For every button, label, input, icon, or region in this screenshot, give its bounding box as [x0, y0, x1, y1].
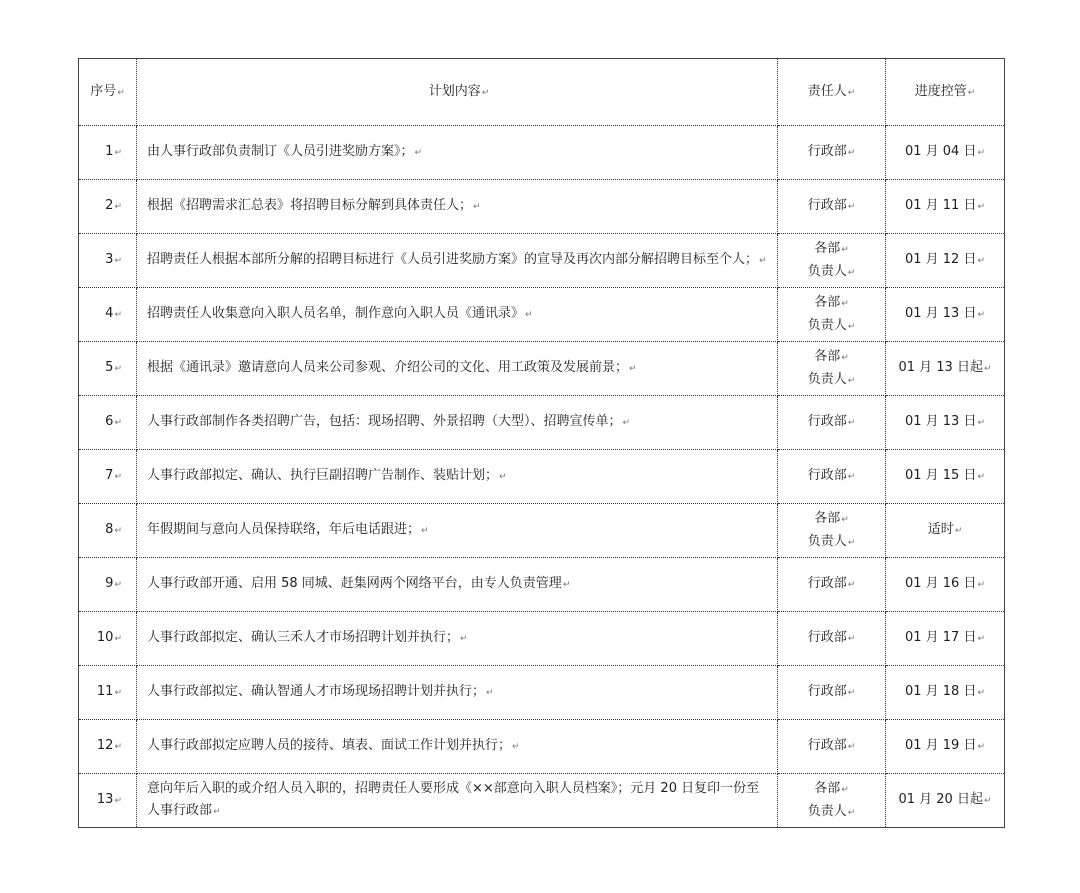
- row-progress-control-text: 01 月 20 日起: [898, 792, 983, 807]
- paragraph-mark: ↵: [114, 310, 122, 320]
- row-responsible-person: [778, 558, 886, 612]
- paragraph-mark: ↵: [622, 418, 631, 428]
- row-progress-control-text: 01 月 04 日: [904, 144, 977, 159]
- table-row: [79, 126, 1005, 180]
- row-serial-number-text: 12: [96, 738, 114, 753]
- paragraph-mark: ↵: [512, 742, 520, 752]
- paragraph-mark: ↵: [525, 310, 533, 320]
- table-row: [79, 666, 1005, 720]
- paragraph-mark: ↵: [977, 742, 986, 752]
- row-responsible-person: [778, 612, 886, 666]
- row-responsible-person: [778, 234, 886, 288]
- row-responsible-person-text: 各部: [814, 294, 841, 310]
- paragraph-mark: ↵: [114, 148, 122, 158]
- table-row: [79, 342, 1005, 396]
- row-plan-content: [137, 180, 778, 234]
- paragraph-mark: ↵: [114, 634, 122, 644]
- table-body: [79, 126, 1005, 828]
- row-progress-control: [886, 666, 1005, 720]
- paragraph-mark: ↵: [847, 202, 856, 212]
- paragraph-mark: ↵: [847, 321, 856, 332]
- row-responsible-person-text: 行政部: [807, 738, 847, 753]
- row-serial-number: [79, 450, 137, 504]
- row-plan-content-text: 招聘责任人收集意向入职人员名单，制作意向入职人员《通讯录》: [147, 306, 525, 321]
- paragraph-mark: ↵: [977, 202, 986, 212]
- row-serial-number-text: 2: [105, 198, 114, 213]
- row-plan-content-text: 人事行政部拟定、确认智通人才市场现场招聘计划并执行；: [147, 684, 486, 699]
- paragraph-mark: ↵: [841, 352, 849, 363]
- paragraph-mark: ↵: [977, 256, 986, 266]
- row-progress-control: [886, 126, 1005, 180]
- paragraph-mark: ↵: [847, 807, 856, 818]
- table-header-row: [79, 59, 1005, 126]
- row-progress-control: [886, 774, 1005, 828]
- row-plan-content: [137, 450, 778, 504]
- header-progress-control: 进度控管↵: [886, 59, 1005, 126]
- row-progress-control-text: 01 月 15 日: [904, 468, 977, 483]
- paragraph-mark: ↵: [759, 256, 767, 266]
- row-plan-content-text: 年假期间与意向人员保持联络，年后电话跟进；: [147, 522, 421, 537]
- paragraph-mark: ↵: [847, 688, 856, 698]
- row-plan-content: [137, 774, 778, 828]
- paragraph-mark: ↵: [114, 580, 122, 590]
- row-progress-control-text: 01 月 18 日: [904, 684, 977, 699]
- row-responsible-person-text: 负责人: [807, 263, 847, 279]
- table-row: [79, 558, 1005, 612]
- row-plan-content-text: 根据《通讯录》邀请意向人员来公司参观、介绍公司的文化、用工政策及发展前景；: [147, 360, 629, 375]
- row-responsible-person-text: 各部: [814, 780, 841, 796]
- row-serial-number-text: 3: [105, 252, 114, 267]
- row-progress-control: [886, 720, 1005, 774]
- paragraph-mark: ↵: [841, 244, 849, 255]
- row-responsible-person: [778, 126, 886, 180]
- row-serial-number-text: 11: [96, 684, 114, 699]
- paragraph-mark: ↵: [977, 580, 986, 590]
- row-responsible-person: [778, 720, 886, 774]
- paragraph-mark: ↵: [213, 807, 221, 817]
- row-serial-number: [79, 288, 137, 342]
- row-plan-content: [137, 342, 778, 396]
- paragraph-mark: ↵: [114, 364, 122, 374]
- row-responsible-person: [778, 342, 886, 396]
- paragraph-mark: ↵: [114, 202, 122, 212]
- table-row: [79, 180, 1005, 234]
- paragraph-mark: ↵: [977, 418, 986, 428]
- paragraph-mark: ↵: [473, 202, 481, 212]
- header-plan-content: 计划内容↵: [137, 59, 778, 126]
- row-plan-content-text: 人事行政部制作各类招聘广告，包括：现场招聘、外景招聘（大型）、招聘宣传单；: [147, 414, 622, 429]
- row-progress-control-text: 适时: [927, 522, 954, 537]
- paragraph-mark: ↵: [414, 148, 423, 158]
- paragraph-mark: ↵: [847, 472, 856, 482]
- header-responsible-person: 责任人↵: [778, 59, 886, 126]
- row-progress-control: [886, 180, 1005, 234]
- row-serial-number: [79, 342, 137, 396]
- row-serial-number: [79, 126, 137, 180]
- row-plan-content-text: 根据《招聘需求汇总表》将招聘目标分解到具体责任人；: [147, 198, 473, 213]
- paragraph-mark: ↵: [847, 267, 856, 278]
- paragraph-mark: ↵: [114, 256, 122, 266]
- row-plan-content: [137, 720, 778, 774]
- paragraph-mark: ↵: [977, 310, 986, 320]
- row-responsible-person-text: 行政部: [807, 684, 847, 699]
- row-progress-control-text: 01 月 17 日: [904, 630, 977, 645]
- row-progress-control: [886, 396, 1005, 450]
- row-responsible-person: [778, 450, 886, 504]
- row-serial-number-text: 10: [96, 630, 114, 645]
- row-progress-control: [886, 558, 1005, 612]
- row-plan-content-text: 人事行政部拟定应聘人员的接待、填表、面试工作计划并执行；: [147, 738, 512, 753]
- row-plan-content: [137, 126, 778, 180]
- row-progress-control: [886, 612, 1005, 666]
- row-responsible-person: [778, 288, 886, 342]
- row-plan-content-text: 人事行政部拟定、确认、执行巨副招聘广告制作、装贴计划；: [147, 468, 499, 483]
- paragraph-mark: ↵: [954, 526, 963, 536]
- row-responsible-person-text: 行政部: [807, 414, 847, 429]
- paragraph-mark: ↵: [114, 472, 122, 482]
- paragraph-mark: ↵: [114, 796, 122, 806]
- paragraph-mark: ↵: [114, 418, 122, 428]
- row-responsible-person-text: 负责人: [807, 317, 847, 333]
- row-progress-control: [886, 504, 1005, 558]
- row-serial-number-text: 6: [105, 414, 114, 429]
- row-serial-number: [79, 504, 137, 558]
- row-serial-number: [79, 612, 137, 666]
- row-plan-content: [137, 396, 778, 450]
- row-serial-number: [79, 720, 137, 774]
- paragraph-mark: ↵: [977, 634, 986, 644]
- row-plan-content-text: 招聘责任人根据本部所分解的招聘目标进行《人员引进奖励方案》的宣导及再次内部分解招聘目标至个人；: [147, 252, 759, 267]
- row-plan-content: [137, 612, 778, 666]
- paragraph-mark: ↵: [114, 688, 122, 698]
- paragraph-mark: ↵: [114, 742, 122, 752]
- row-serial-number: [79, 558, 137, 612]
- table-row: [79, 774, 1005, 828]
- row-serial-number-text: 13: [96, 792, 114, 807]
- row-responsible-person-text: 行政部: [807, 576, 847, 591]
- row-serial-number: [79, 234, 137, 288]
- row-serial-number: [79, 774, 137, 828]
- paragraph-mark: ↵: [983, 796, 992, 806]
- paragraph-mark: ↵: [847, 148, 856, 158]
- row-plan-content-text: 人事行政部开通、启用 58 同城、赶集网两个网络平台，由专人负责管理: [147, 576, 562, 591]
- row-responsible-person-text: 行政部: [807, 198, 847, 213]
- table-row: [79, 288, 1005, 342]
- paragraph-mark: ↵: [847, 418, 856, 428]
- row-plan-content: [137, 666, 778, 720]
- row-progress-control-text: 01 月 13 日: [904, 306, 977, 321]
- row-progress-control-text: 01 月 13 日起: [898, 360, 983, 375]
- paragraph-mark: ↵: [841, 784, 849, 795]
- table-row: [79, 450, 1005, 504]
- row-serial-number-text: 5: [105, 360, 114, 375]
- paragraph-mark: ↵: [629, 364, 637, 374]
- row-serial-number: [79, 396, 137, 450]
- row-serial-number: [79, 180, 137, 234]
- row-plan-content: [137, 504, 778, 558]
- paragraph-mark: ↵: [977, 688, 986, 698]
- row-responsible-person-text: 各部: [814, 240, 841, 256]
- row-progress-control: [886, 342, 1005, 396]
- paragraph-mark: ↵: [460, 634, 468, 644]
- paragraph-mark: ↵: [841, 514, 849, 525]
- row-responsible-person-text: 行政部: [807, 144, 847, 159]
- row-serial-number: [79, 666, 137, 720]
- row-responsible-person: [778, 396, 886, 450]
- row-progress-control: [886, 288, 1005, 342]
- row-responsible-person: [778, 666, 886, 720]
- table-row: [79, 612, 1005, 666]
- row-responsible-person-text: 负责人: [807, 371, 847, 387]
- table-row: [79, 720, 1005, 774]
- row-progress-control-text: 01 月 12 日: [904, 252, 977, 267]
- recruitment-plan-table: [78, 58, 1005, 828]
- row-plan-content: [137, 558, 778, 612]
- row-responsible-person-text: 负责人: [807, 533, 847, 549]
- row-serial-number-text: 9: [105, 576, 114, 591]
- row-plan-content-text: 由人事行政部负责制订《人员引进奖励方案》；: [147, 144, 414, 159]
- table-row: [79, 234, 1005, 288]
- row-progress-control-text: 01 月 13 日: [904, 414, 977, 429]
- paragraph-mark: ↵: [841, 298, 849, 309]
- row-plan-content-text: 意向年后入职的或介绍人员入职的，招聘责任人要形成《××部意向入职人员档案》；元月 20 日复印一份至人事行政部: [147, 781, 760, 818]
- row-progress-control-text: 01 月 16 日: [904, 576, 977, 591]
- row-responsible-person-text: 负责人: [807, 803, 847, 819]
- paragraph-mark: ↵: [847, 375, 856, 386]
- row-progress-control: [886, 234, 1005, 288]
- row-serial-number-text: 7: [105, 468, 114, 483]
- paragraph-mark: ↵: [486, 688, 494, 698]
- row-responsible-person-text: 各部: [814, 348, 841, 364]
- row-plan-content: [137, 234, 778, 288]
- table-row: [79, 396, 1005, 450]
- table-row: [79, 504, 1005, 558]
- header-serial-number: 序号↵: [79, 59, 137, 126]
- row-serial-number-text: 8: [105, 522, 114, 537]
- row-responsible-person-text: 行政部: [807, 630, 847, 645]
- paragraph-mark: ↵: [977, 148, 986, 158]
- row-responsible-person: [778, 504, 886, 558]
- paragraph-mark: ↵: [421, 526, 429, 536]
- row-responsible-person-text: 各部: [814, 510, 841, 526]
- paragraph-mark: ↵: [847, 580, 856, 590]
- row-progress-control-text: 01 月 11 日: [904, 198, 977, 213]
- row-plan-content: [137, 288, 778, 342]
- row-responsible-person: [778, 180, 886, 234]
- row-responsible-person: [778, 774, 886, 828]
- row-progress-control-text: 01 月 19 日: [904, 738, 977, 753]
- paragraph-mark: ↵: [114, 526, 122, 536]
- paragraph-mark: ↵: [499, 472, 507, 482]
- paragraph-mark: ↵: [847, 537, 856, 548]
- paragraph-mark: ↵: [977, 472, 986, 482]
- paragraph-mark: ↵: [847, 742, 856, 752]
- paragraph-mark: ↵: [562, 580, 571, 590]
- paragraph-mark: ↵: [983, 364, 992, 374]
- row-responsible-person-text: 行政部: [807, 468, 847, 483]
- row-serial-number-text: 1: [105, 144, 114, 159]
- row-progress-control: [886, 450, 1005, 504]
- row-plan-content-text: 人事行政部拟定、确认三禾人才市场招聘计划并执行；: [147, 630, 460, 645]
- paragraph-mark: ↵: [847, 634, 856, 644]
- row-serial-number-text: 4: [105, 306, 114, 321]
